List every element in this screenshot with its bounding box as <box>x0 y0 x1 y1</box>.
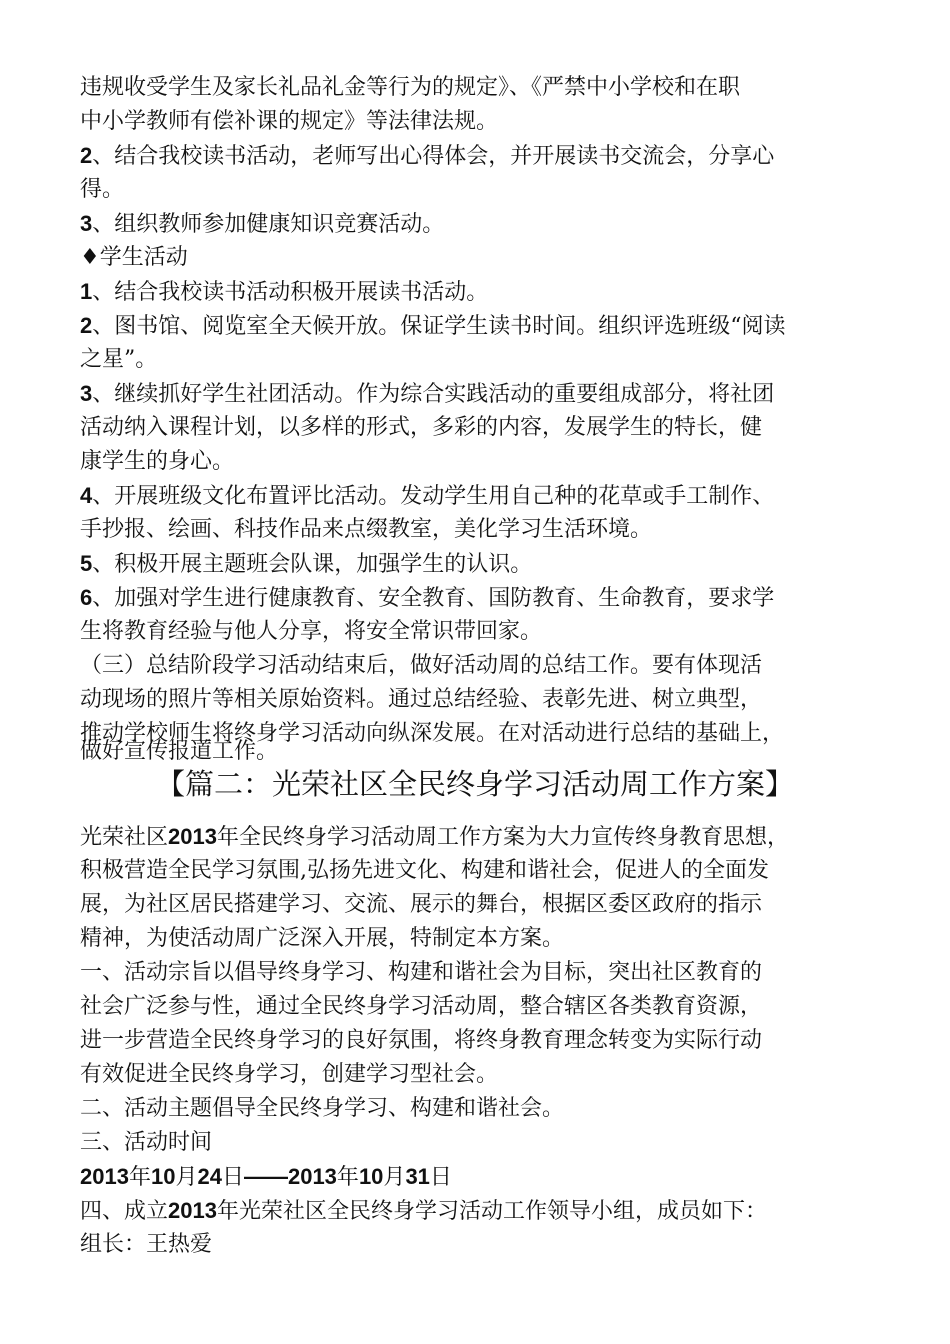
section-title: 【篇二：光荣社区全民终身学习活动周工作方案】 <box>155 767 794 801</box>
paragraph-line: 三、活动时间 <box>80 1130 213 1155</box>
paragraph-line: 进一步营造全民终身学习的良好氛围，将终身教育理念转变为实际行动 <box>80 1028 763 1053</box>
paragraph-line: 之星”。 <box>80 347 158 372</box>
paragraph-line: 动现场的照片等相关原始资料。通过总结经验、表彰先进、树立典型， <box>80 687 763 712</box>
subheading-student-activities: ♦学生活动 <box>80 245 188 270</box>
paragraph-line: 积极营造全民学习氛围,弘扬先进文化、构建和谐社会，促进人的全面发 <box>80 858 769 883</box>
paragraph-line: 精神，为使活动周广泛深入开展，特制定本方案。 <box>80 926 565 951</box>
paragraph-line: 活动纳入课程计划，以多样的形式，多彩的内容，发展学生的特长，健 <box>80 415 763 440</box>
paragraph-line-dates: 2013年10月24日——2013年10月31日 <box>80 1164 452 1190</box>
paragraph-line: 中小学教师有偿补课的规定》等法律法规。 <box>80 109 499 134</box>
paragraph-line: 6、加强对学生进行健康教育、安全教育、国防教育、生命教育，要求学 <box>80 585 775 611</box>
paragraph-line: 四、成立2013年光荣社区全民终身学习活动工作领导小组，成员如下： <box>80 1198 767 1224</box>
paragraph-line: 光荣社区2013年全民终身学习活动周工作方案为大力宣传终身教育思想， <box>80 824 789 850</box>
paragraph-line: 做好宣传报道工作。 <box>80 739 279 764</box>
paragraph-line: 一、活动宗旨以倡导终身学习、构建和谐社会为目标，突出社区教育的 <box>80 960 763 985</box>
paragraph-line: 生将教育经验与他人分享，将安全常识带回家。 <box>80 619 543 644</box>
paragraph-line: 展，为社区居民搭建学习、交流、展示的舞台，根据区委区政府的指示 <box>80 892 763 917</box>
paragraph-line: 4、开展班级文化布置评比活动。发动学生用自己种的花草或手工制作、 <box>80 483 775 509</box>
paragraph-line: 有效促进全民终身学习，创建学习型社会。 <box>80 1062 499 1087</box>
paragraph-line: 手抄报、绘画、科技作品来点缀教室，美化学习生活环境。 <box>80 517 653 542</box>
paragraph-line: 2、结合我校读书活动，老师写出心得体会，并开展读书交流会，分享心 <box>80 143 775 169</box>
paragraph-line: 5、积极开展主题班会队课，加强学生的认识。 <box>80 551 533 577</box>
paragraph-line: 康学生的身心。 <box>80 449 235 474</box>
paragraph-line: （三）总结阶段学习活动结束后，做好活动周的总结工作。要有体现活 <box>80 653 763 678</box>
paragraph-line: 得。 <box>80 177 125 202</box>
paragraph-line: 3、组织教师参加健康知识竞赛活动。 <box>80 211 445 237</box>
paragraph-line: 组长：王热爱 <box>80 1232 213 1257</box>
paragraph-line: 违规收受学生及家长礼品礼金等行为的规定》、《严禁中小学校和在职 <box>80 75 741 100</box>
paragraph-line: 二、活动主题倡导全民终身学习、构建和谐社会。 <box>80 1096 565 1121</box>
paragraph-line: 3、继续抓好学生社团活动。作为综合实践活动的重要组成部分，将社团 <box>80 381 775 407</box>
paragraph-line: 2、图书馆、阅览室全天候开放。保证学生读书时间。组织评选班级“阅读 <box>80 313 786 339</box>
paragraph-line: 1、结合我校读书活动积极开展读书活动。 <box>80 279 489 305</box>
paragraph-line: 推动学校师生将终身学习活动向纵深发展。在对活动进行总结的基础上， <box>80 721 785 746</box>
paragraph-line: 社会广泛参与性，通过全民终身学习活动周，整合辖区各类教育资源， <box>80 994 763 1019</box>
